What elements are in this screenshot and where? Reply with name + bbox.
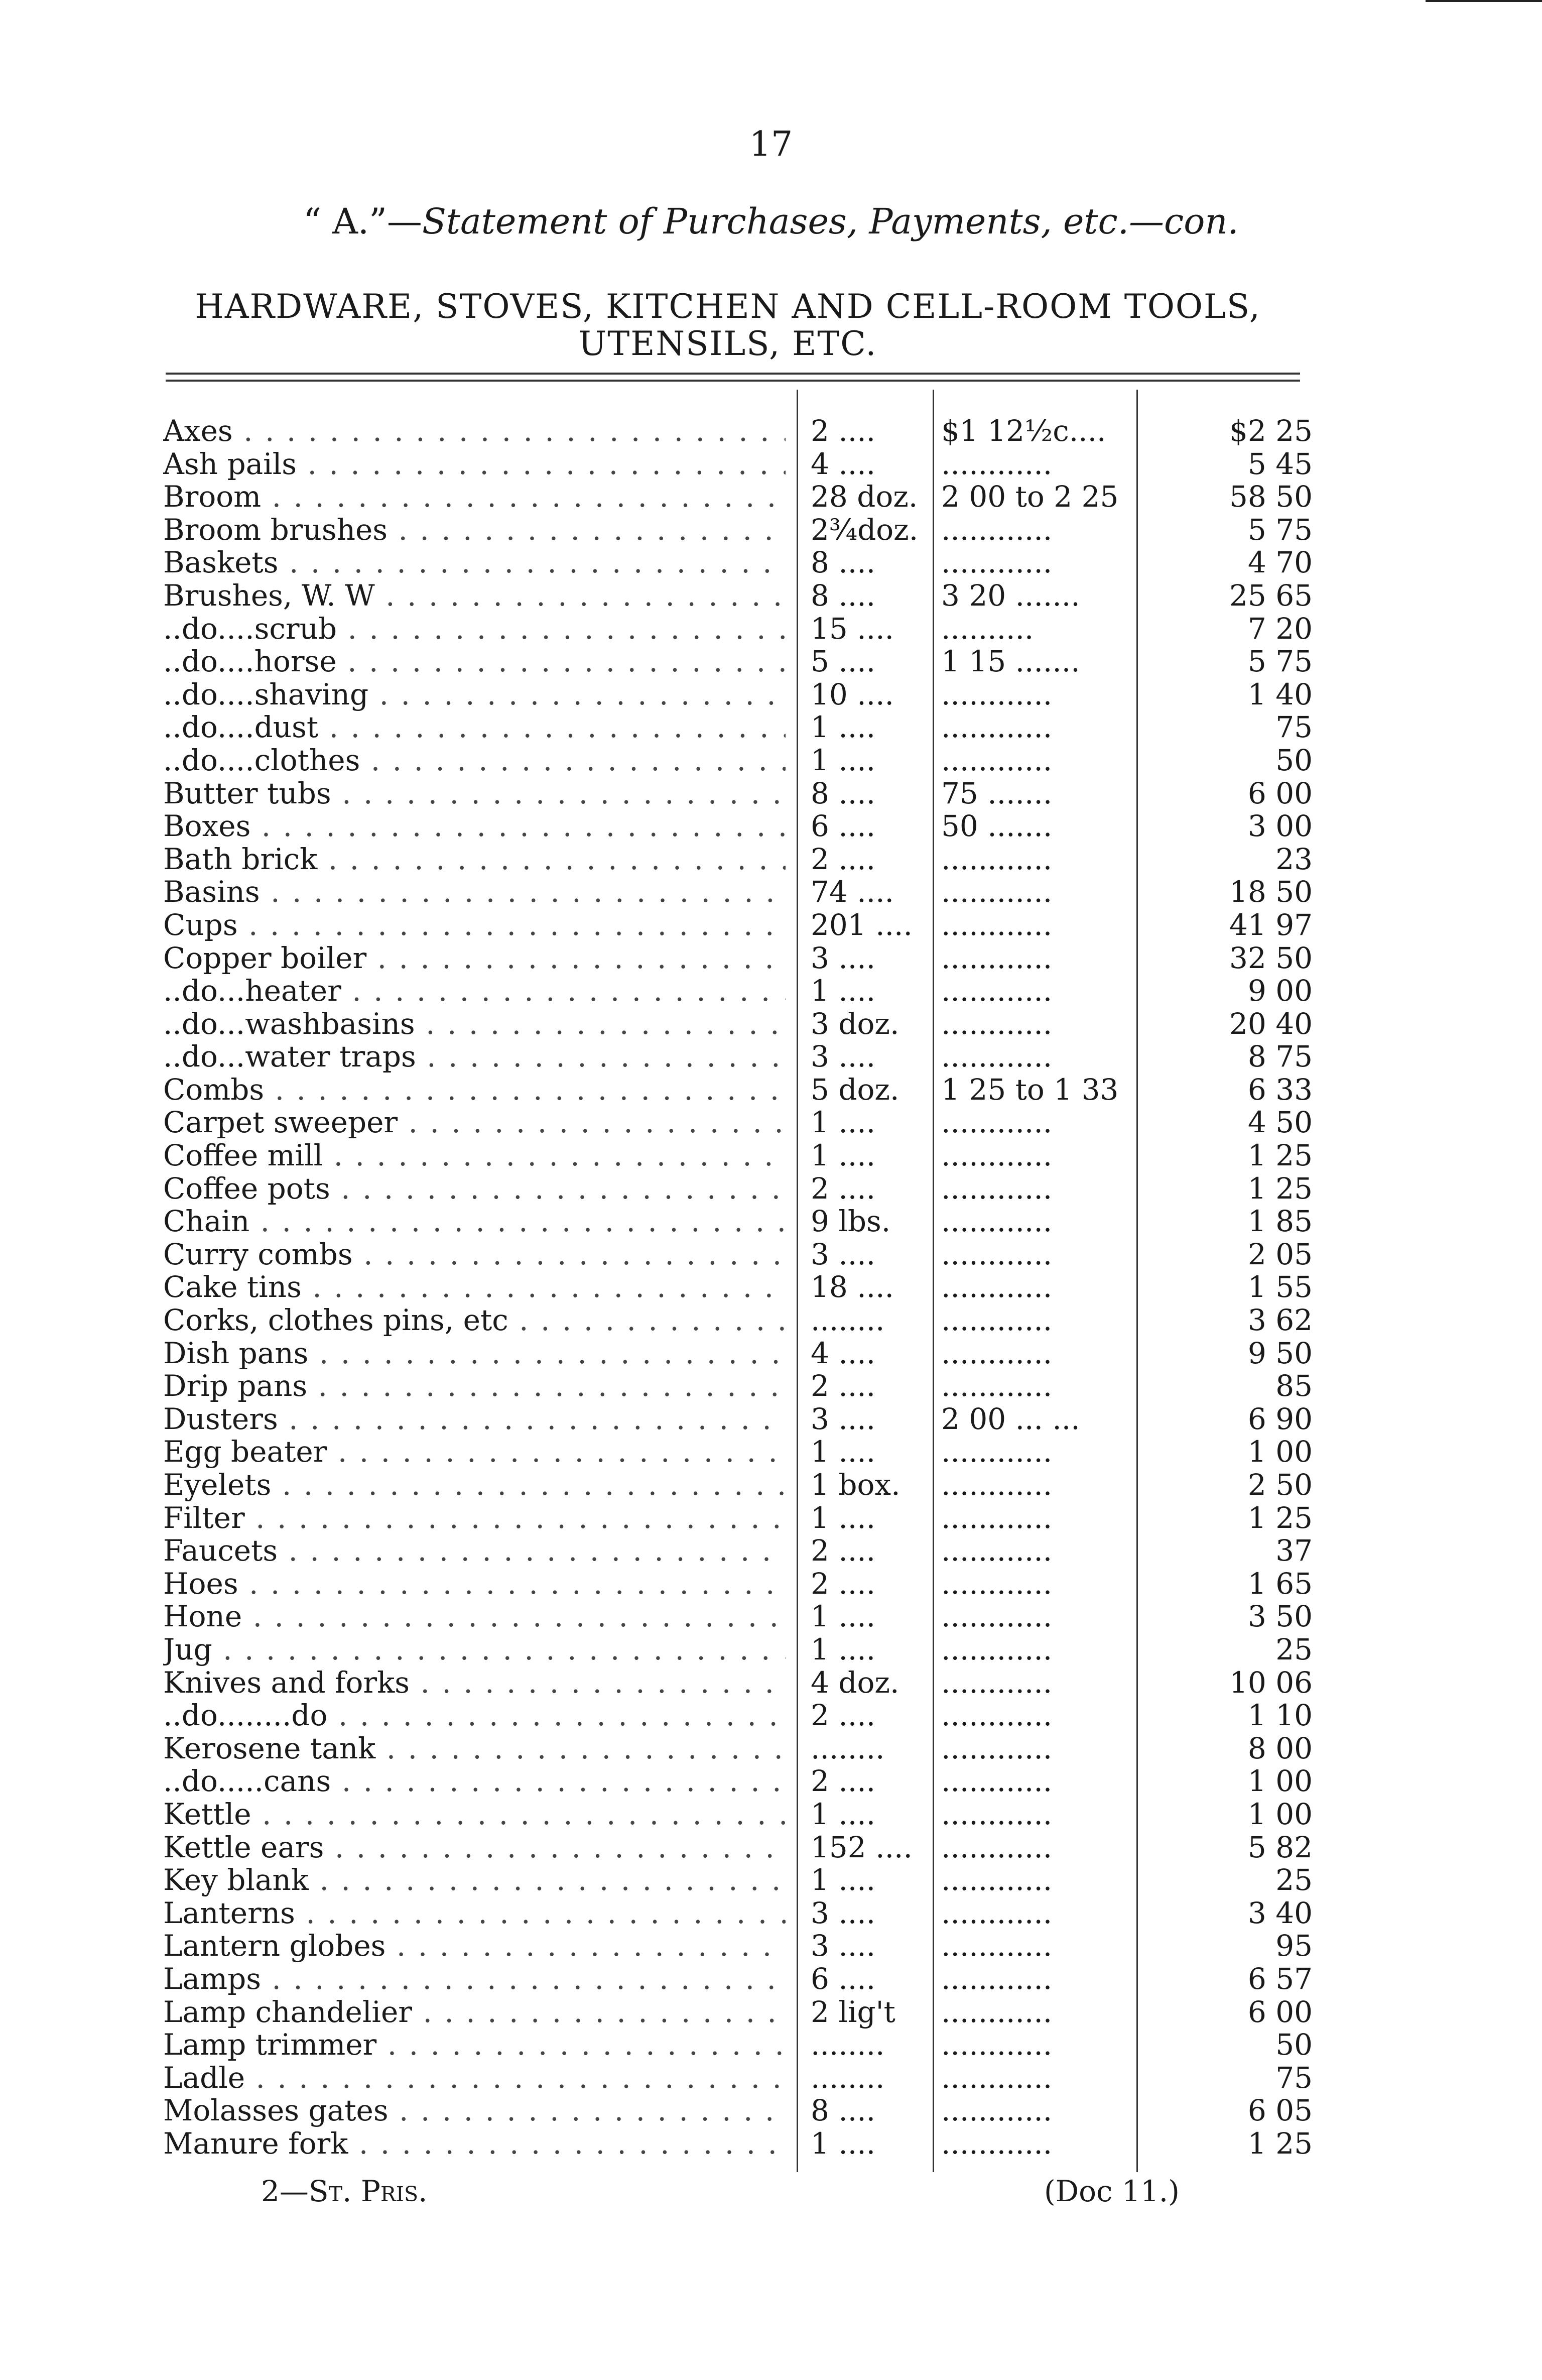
item-amount: 41 97 xyxy=(1229,907,1313,942)
item-name: Corks, clothes pins, etc . . . xyxy=(163,1304,786,1337)
item-rate: 75 ....... xyxy=(941,776,1053,810)
item-amount: 1 25 xyxy=(1247,1500,1313,1535)
item-amount: 23 xyxy=(1275,842,1313,876)
item-quantity: 15 .... xyxy=(811,611,894,646)
item-rate: ............ xyxy=(941,1039,1053,1074)
item-name: Lamps . . . xyxy=(163,1963,786,1996)
item-rate: ............ xyxy=(941,842,1053,876)
table-row xyxy=(163,1633,1313,1667)
item-quantity: 3 .... xyxy=(811,1929,876,1963)
table-row xyxy=(163,975,1313,1008)
table-row xyxy=(163,1963,1313,1996)
item-amount: 1 55 xyxy=(1247,1270,1313,1304)
table-row xyxy=(163,1600,1313,1633)
item-rate: ............ xyxy=(941,2093,1053,2128)
table-row xyxy=(163,1996,1313,2029)
item-quantity: 2 .... xyxy=(811,1369,876,1403)
item-quantity: 1 .... xyxy=(811,1435,876,1469)
item-rate: ............ xyxy=(941,907,1053,942)
item-quantity: 8 .... xyxy=(811,2093,876,2128)
table-row xyxy=(163,1667,1313,1700)
item-amount: 1 25 xyxy=(1247,1138,1313,1173)
item-name: Baskets . . . xyxy=(163,546,786,579)
item-name: Axes . . . xyxy=(163,415,786,448)
item-rate: 50 ....... xyxy=(941,809,1053,844)
caption-prefix: “ A.”— xyxy=(303,201,422,242)
item-name: Faucets . . . xyxy=(163,1534,786,1568)
item-name: Broom . . . xyxy=(163,481,786,514)
table-row xyxy=(163,1106,1313,1139)
item-amount: 1 85 xyxy=(1247,1204,1313,1239)
section-title xyxy=(151,288,1305,363)
item-name: Ash pails . . . xyxy=(163,448,786,481)
item-name: ..do....horse . . . xyxy=(163,645,786,678)
table-row xyxy=(163,1864,1313,1897)
item-amount: 4 50 xyxy=(1247,1105,1313,1140)
item-amount: 5 75 xyxy=(1247,512,1313,547)
item-name: Knives and forks . . . xyxy=(163,1667,786,1700)
item-quantity: ........ xyxy=(811,1303,885,1338)
table-row xyxy=(163,777,1313,810)
table-row xyxy=(163,1732,1313,1765)
item-rate: $1 12½c.... xyxy=(941,414,1106,448)
table-row xyxy=(163,1337,1313,1370)
item-name: Molasses gates . . . xyxy=(163,2094,786,2127)
table-row xyxy=(163,1074,1313,1107)
item-rate: ............ xyxy=(941,1435,1053,1469)
item-rate: ............ xyxy=(941,1468,1053,1502)
table-row xyxy=(163,2094,1313,2127)
item-rate: ............ xyxy=(941,446,1053,481)
item-amount: 7 20 xyxy=(1247,611,1313,646)
item-rate: ............ xyxy=(941,1369,1053,1403)
item-name: Lamp chandelier . . . xyxy=(163,1996,786,2029)
item-rate: ............ xyxy=(941,1336,1053,1370)
item-name: Hoes . . . xyxy=(163,1568,786,1601)
item-amount: 4 70 xyxy=(1247,545,1313,580)
table-row xyxy=(163,1370,1313,1403)
table-row xyxy=(163,514,1313,547)
item-quantity: 3 .... xyxy=(811,940,876,975)
item-quantity: 74 .... xyxy=(811,875,894,909)
item-amount: 8 75 xyxy=(1247,1039,1313,1074)
table-row xyxy=(163,843,1313,876)
item-rate: 1 25 to 1 33 xyxy=(941,1072,1119,1107)
item-quantity: 2 .... xyxy=(811,1171,876,1206)
item-name: ..do...heater . . . xyxy=(163,975,786,1008)
item-quantity: ........ xyxy=(811,2060,885,2095)
item-rate: ............ xyxy=(941,1270,1053,1304)
item-amount: 32 50 xyxy=(1229,940,1313,975)
item-quantity: 4 .... xyxy=(811,446,876,481)
item-name: Bath brick . . . xyxy=(163,843,786,876)
table-row xyxy=(163,2062,1313,2095)
item-name: Carpet sweeper . . . xyxy=(163,1106,786,1139)
item-rate: ............ xyxy=(941,1138,1053,1173)
item-name: Egg beater . . . xyxy=(163,1436,786,1469)
caption-title: Statement of Purchases, Payments, etc.—con. xyxy=(422,201,1239,242)
section-title-line-1: HARDWARE, STOVES, KITCHEN AND CELL-ROOM TOOLS, xyxy=(195,287,1261,326)
item-quantity: 1 .... xyxy=(811,710,876,745)
table-row xyxy=(163,1304,1313,1337)
item-rate: ............ xyxy=(941,1994,1053,2029)
item-amount: 25 xyxy=(1275,1632,1313,1667)
item-rate: ............ xyxy=(941,545,1053,580)
item-name: Coffee pots . . . xyxy=(163,1172,786,1206)
table-row xyxy=(163,1568,1313,1601)
item-quantity: ........ xyxy=(811,2028,885,2062)
item-name: Coffee mill . . . xyxy=(163,1139,786,1172)
table-row xyxy=(163,876,1313,909)
item-name: ..do...water traps . . . xyxy=(163,1040,786,1074)
item-quantity: 4 .... xyxy=(811,1336,876,1370)
item-quantity: 1 .... xyxy=(811,1797,876,1831)
item-amount: 50 xyxy=(1275,743,1313,777)
item-quantity: 6 .... xyxy=(811,809,876,844)
item-name: Basins . . . xyxy=(163,876,786,909)
item-quantity: 2 .... xyxy=(811,414,876,448)
item-rate: ............ xyxy=(941,1533,1053,1568)
footer-doc-number: (Doc 11.) xyxy=(1044,2174,1180,2208)
item-name: Kettle . . . xyxy=(163,1798,786,1831)
table-row xyxy=(163,1139,1313,1172)
item-amount: 1 65 xyxy=(1247,1566,1313,1601)
item-amount: 6 00 xyxy=(1247,776,1313,810)
table-row xyxy=(163,1238,1313,1271)
item-quantity: 28 doz. xyxy=(811,480,918,514)
table-row xyxy=(163,1205,1313,1238)
item-rate: .......... xyxy=(941,611,1034,646)
table-row xyxy=(163,1469,1313,1502)
item-amount: 9 50 xyxy=(1247,1336,1313,1370)
item-amount: 1 00 xyxy=(1247,1435,1313,1469)
item-rate: ............ xyxy=(941,1895,1053,1930)
item-name: Dish pans . . . xyxy=(163,1337,786,1370)
item-rate: ............ xyxy=(941,1665,1053,1700)
header-rule-top xyxy=(166,373,1300,375)
item-amount: 6 05 xyxy=(1247,2093,1313,2128)
table-row xyxy=(163,613,1313,646)
item-quantity: 8 .... xyxy=(811,578,876,613)
item-rate: ............ xyxy=(941,1105,1053,1140)
item-name: Ladle . . . xyxy=(163,2062,786,2095)
item-quantity: 1 .... xyxy=(811,1500,876,1535)
table-row xyxy=(163,448,1313,481)
item-rate: ............ xyxy=(941,512,1053,547)
item-amount: 1 00 xyxy=(1247,1797,1313,1831)
item-rate: ............ xyxy=(941,1204,1053,1239)
item-rate: ............ xyxy=(941,1006,1053,1041)
item-name: ..do....dust . . . xyxy=(163,711,786,744)
item-quantity: 6 .... xyxy=(811,1961,876,1996)
item-quantity: 5 doz. xyxy=(811,1072,900,1107)
item-rate: ............ xyxy=(941,710,1053,745)
table-row xyxy=(163,2029,1313,2062)
item-quantity: 1 .... xyxy=(811,743,876,777)
item-quantity: 1 .... xyxy=(811,1632,876,1667)
item-amount: 8 00 xyxy=(1247,1731,1313,1765)
item-amount: $2 25 xyxy=(1229,414,1313,448)
header-rule-bottom xyxy=(166,380,1300,382)
item-name: Manure fork . . . xyxy=(163,2127,786,2161)
item-quantity: 9 lbs. xyxy=(811,1204,891,1239)
item-name: Jug . . . xyxy=(163,1633,786,1667)
item-amount: 58 50 xyxy=(1229,480,1313,514)
table-row xyxy=(163,1040,1313,1074)
item-quantity: 10 .... xyxy=(811,677,894,711)
item-rate: ............ xyxy=(941,974,1053,1008)
table-row xyxy=(163,1008,1313,1041)
item-name: Combs . . . xyxy=(163,1074,786,1107)
table-row xyxy=(163,1534,1313,1568)
item-quantity: 1 .... xyxy=(811,2126,876,2161)
table-row xyxy=(163,1930,1313,1963)
item-amount: 5 45 xyxy=(1247,446,1313,481)
item-quantity: 2 .... xyxy=(811,842,876,876)
item-amount: 18 50 xyxy=(1229,875,1313,909)
item-name: Eyelets . . . xyxy=(163,1469,786,1502)
item-quantity: 5 .... xyxy=(811,644,876,679)
item-rate: 2 00 to 2 25 xyxy=(941,480,1119,514)
table-row xyxy=(163,2127,1313,2161)
item-quantity: 8 .... xyxy=(811,545,876,580)
item-amount: 3 50 xyxy=(1247,1599,1313,1634)
item-amount: 10 06 xyxy=(1229,1665,1313,1700)
table-row xyxy=(163,645,1313,678)
item-quantity: 201 .... xyxy=(811,907,913,942)
table-row xyxy=(163,711,1313,744)
item-name: Lamp trimmer . . . xyxy=(163,2029,786,2062)
table-row xyxy=(163,1271,1313,1304)
table-row xyxy=(163,942,1313,975)
item-name: Cake tins . . . xyxy=(163,1271,786,1304)
table-row xyxy=(163,546,1313,579)
item-rate: ............ xyxy=(941,2060,1053,2095)
footer-signature xyxy=(261,2174,427,2208)
item-amount: 6 57 xyxy=(1247,1961,1313,1996)
item-quantity: 2¾doz. xyxy=(811,512,919,547)
item-quantity: 2 lig't xyxy=(811,1994,895,2029)
item-rate: ............ xyxy=(941,1764,1053,1799)
item-amount: 25 xyxy=(1275,1863,1313,1897)
table-row xyxy=(163,810,1313,843)
item-amount: 75 xyxy=(1275,2060,1313,2095)
item-rate: ............ xyxy=(941,677,1053,711)
item-name: Chain . . . xyxy=(163,1205,786,1238)
table-row xyxy=(163,909,1313,942)
item-rate: ............ xyxy=(941,875,1053,909)
table-row xyxy=(163,1172,1313,1206)
item-name: Boxes . . . xyxy=(163,810,786,843)
item-amount: 9 00 xyxy=(1247,974,1313,1008)
item-name: Key blank . . . xyxy=(163,1864,786,1897)
item-quantity: 3 .... xyxy=(811,1039,876,1074)
item-name: Kettle ears . . . xyxy=(163,1831,786,1864)
item-rate: ............ xyxy=(941,743,1053,777)
item-name: ..do........do . . . xyxy=(163,1699,786,1732)
item-rate: ............ xyxy=(941,1303,1053,1338)
item-quantity: 8 .... xyxy=(811,776,876,810)
item-quantity: 3 .... xyxy=(811,1895,876,1930)
item-name: Butter tubs . . . xyxy=(163,777,786,810)
item-quantity: 2 .... xyxy=(811,1698,876,1733)
item-amount: 75 xyxy=(1275,710,1313,745)
item-amount: 20 40 xyxy=(1229,1006,1313,1041)
item-quantity: 2 .... xyxy=(811,1533,876,1568)
item-rate: ............ xyxy=(941,1566,1053,1601)
table-row xyxy=(163,1403,1313,1436)
item-quantity: 4 doz. xyxy=(811,1665,900,1700)
item-rate: ............ xyxy=(941,1830,1053,1864)
item-quantity: 1 .... xyxy=(811,1863,876,1897)
table-row xyxy=(163,579,1313,613)
item-amount: 5 75 xyxy=(1247,644,1313,679)
item-quantity: 1 .... xyxy=(811,1105,876,1140)
item-amount: 6 90 xyxy=(1247,1401,1313,1436)
item-name: Lantern globes . . . xyxy=(163,1930,786,1963)
item-name: ..do....shaving . . . xyxy=(163,678,786,711)
item-rate: 3 20 ....... xyxy=(941,578,1080,613)
item-rate: ............ xyxy=(941,1698,1053,1733)
item-name: Kerosene tank . . . xyxy=(163,1732,786,1765)
item-amount: 25 65 xyxy=(1229,578,1313,613)
item-name: Lanterns . . . xyxy=(163,1897,786,1930)
item-quantity: 18 .... xyxy=(811,1270,894,1304)
item-quantity: 1 .... xyxy=(811,974,876,1008)
item-rate: ............ xyxy=(941,1171,1053,1206)
table-row xyxy=(163,1897,1313,1930)
item-name: Drip pans . . . xyxy=(163,1370,786,1403)
item-quantity: 2 .... xyxy=(811,1566,876,1601)
item-name: Hone . . . xyxy=(163,1600,786,1633)
item-amount: 1 10 xyxy=(1247,1698,1313,1733)
item-amount: 2 50 xyxy=(1247,1468,1313,1502)
item-name: Broom brushes . . . xyxy=(163,514,786,547)
item-rate: ............ xyxy=(941,1929,1053,1963)
item-rate: ............ xyxy=(941,940,1053,975)
item-name: ..do....scrub . . . xyxy=(163,613,786,646)
item-name: Curry combs . . . xyxy=(163,1238,786,1271)
item-rate: ............ xyxy=(941,2126,1053,2161)
item-name: ..do.....cans . . . xyxy=(163,1765,786,1798)
item-quantity: 3 .... xyxy=(811,1401,876,1436)
item-rate: ............ xyxy=(941,1599,1053,1634)
page-number: 17 xyxy=(749,125,793,164)
item-amount: 50 xyxy=(1275,2028,1313,2062)
item-amount: 3 62 xyxy=(1247,1303,1313,1338)
item-name: Copper boiler . . . xyxy=(163,942,786,975)
item-rate: ............ xyxy=(941,2028,1053,2062)
table-row xyxy=(163,481,1313,514)
item-quantity: 152 .... xyxy=(811,1830,913,1864)
page-caption xyxy=(0,201,1542,242)
item-amount: 1 25 xyxy=(1247,2126,1313,2161)
item-name: Cups . . . xyxy=(163,909,786,942)
item-rate: ............ xyxy=(941,1500,1053,1535)
table-row xyxy=(163,1502,1313,1535)
item-amount: 85 xyxy=(1275,1369,1313,1403)
item-amount: 5 82 xyxy=(1247,1830,1313,1864)
item-rate: ............ xyxy=(941,1863,1053,1897)
item-quantity: 3 doz. xyxy=(811,1006,900,1041)
item-rate: 2 00 ... ... xyxy=(941,1401,1080,1436)
item-amount: 95 xyxy=(1275,1929,1313,1963)
item-name: Dusters . . . xyxy=(163,1403,786,1436)
table-row xyxy=(163,415,1313,448)
item-quantity: 1 .... xyxy=(811,1138,876,1173)
item-name: Filter . . . xyxy=(163,1502,786,1535)
item-name: Brushes, W. W . . . xyxy=(163,579,786,613)
table-row xyxy=(163,1436,1313,1469)
top-edge-rule xyxy=(1426,0,1542,2)
section-title-line-2: UTENSILS, ETC. xyxy=(578,324,877,363)
item-amount: 1 25 xyxy=(1247,1171,1313,1206)
item-amount: 3 40 xyxy=(1247,1895,1313,1930)
table-row xyxy=(163,678,1313,711)
item-amount: 37 xyxy=(1275,1533,1313,1568)
item-rate: ............ xyxy=(941,1961,1053,1996)
item-amount: 1 00 xyxy=(1247,1764,1313,1799)
item-quantity: 1 box. xyxy=(811,1468,901,1502)
footer-left-text: 2—St. Pris. xyxy=(261,2174,428,2208)
table-row xyxy=(163,1765,1313,1798)
item-name: ..do...washbasins . . . xyxy=(163,1008,786,1041)
table-row xyxy=(163,1798,1313,1831)
table-row xyxy=(163,1831,1313,1864)
item-name: ..do....clothes . . . xyxy=(163,744,786,777)
item-rate: ............ xyxy=(941,1632,1053,1667)
item-quantity: ........ xyxy=(811,1731,885,1765)
item-rate: ............ xyxy=(941,1237,1053,1271)
item-amount: 1 40 xyxy=(1247,677,1313,711)
item-amount: 6 33 xyxy=(1247,1072,1313,1107)
item-rate: ............ xyxy=(941,1731,1053,1765)
table-row xyxy=(163,1699,1313,1732)
item-quantity: 3 .... xyxy=(811,1237,876,1271)
item-rate: 1 15 ....... xyxy=(941,644,1080,679)
item-amount: 3 00 xyxy=(1247,809,1313,844)
item-quantity: 1 .... xyxy=(811,1599,876,1634)
purchases-table xyxy=(163,415,1313,2160)
item-amount: 2 05 xyxy=(1247,1237,1313,1271)
table-row xyxy=(163,744,1313,777)
item-amount: 6 00 xyxy=(1247,1994,1313,2029)
item-quantity: 2 .... xyxy=(811,1764,876,1799)
item-rate: ............ xyxy=(941,1797,1053,1831)
